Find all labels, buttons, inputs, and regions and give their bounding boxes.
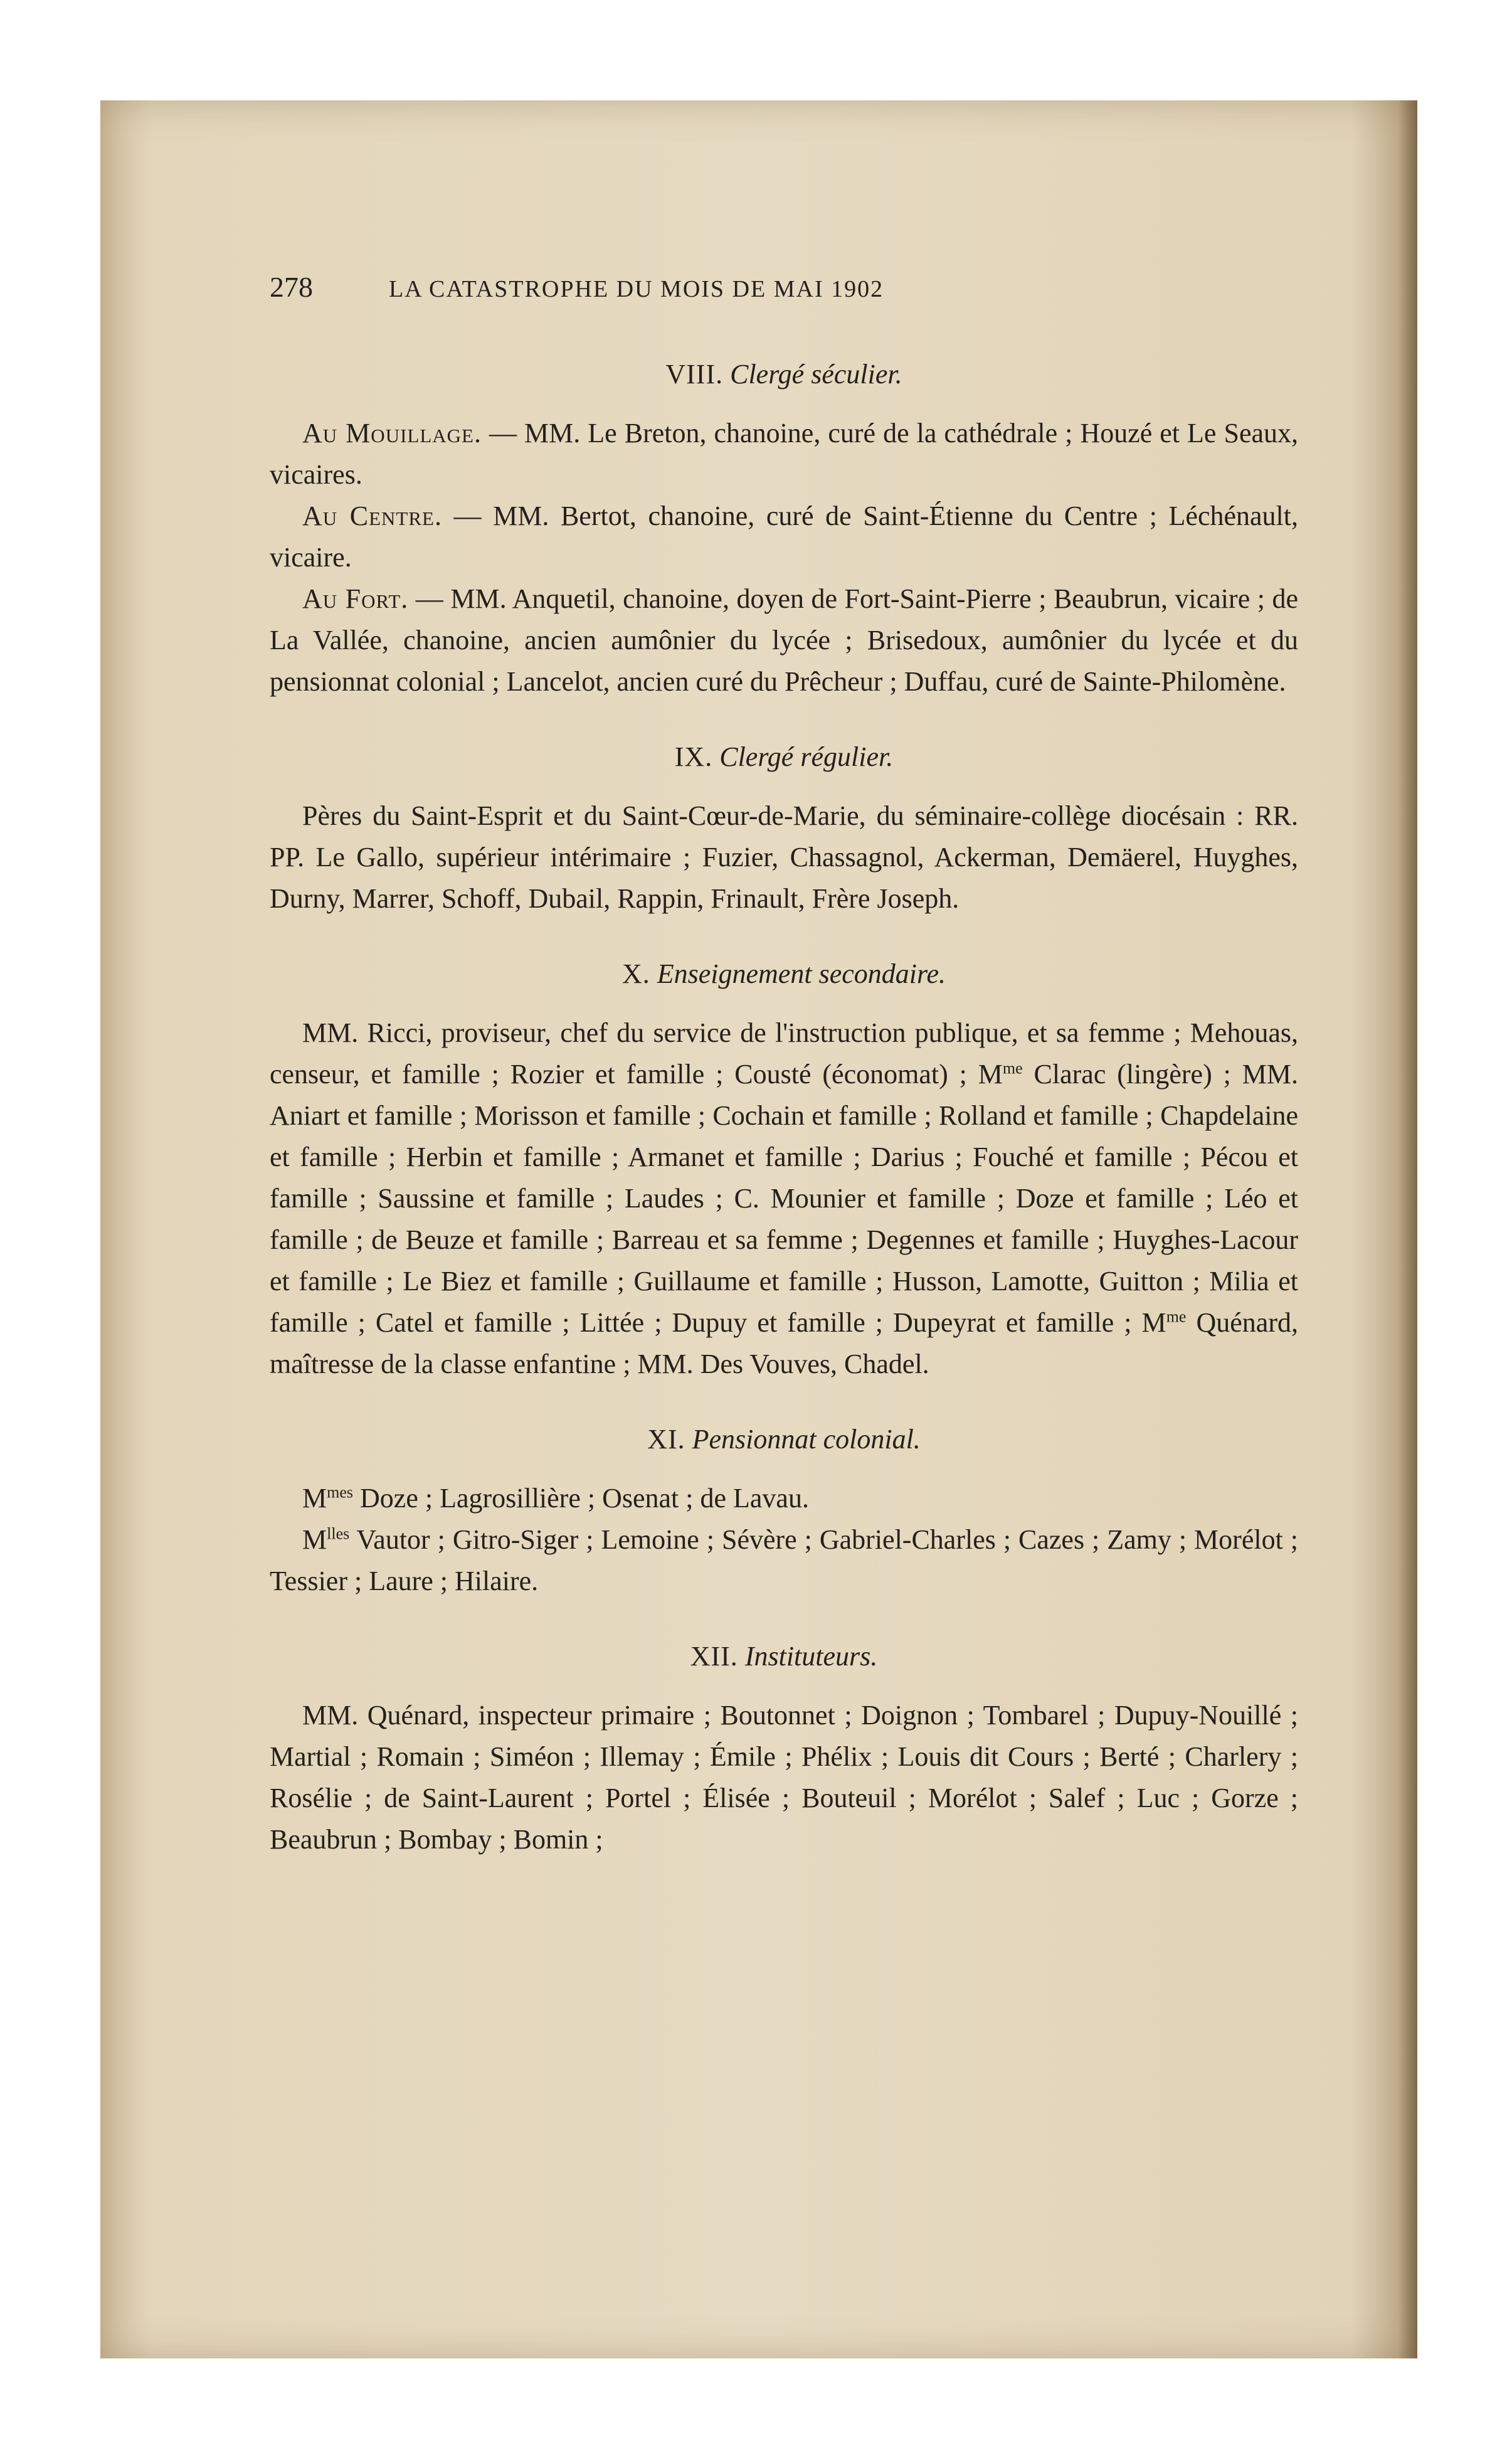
paragraph-mouillage	[270, 413, 1298, 496]
title-prefix: M	[302, 1483, 327, 1514]
place-label: Au Mouillage.	[302, 418, 482, 448]
paragraph-text: MM. Ricci, proviseur, chef du service de l'instruction publique, et sa femme ; Mehouas, censeur, et famille ; Rozier et famille ; Cousté (économat) ; M	[270, 1017, 1298, 1090]
paragraph-mesdames	[270, 1478, 1298, 1519]
section-number: XII.	[690, 1641, 738, 1672]
section-number: XI.	[647, 1424, 685, 1455]
paragraph-text: — MM. Le Breton, chanoine, curé de la cathédrale ; Houzé et Le Seaux, vicaires.	[270, 418, 1299, 490]
title-prefix: M	[302, 1524, 327, 1555]
section-title: Pensionnat colonial.	[692, 1424, 921, 1455]
superscript: me	[1002, 1059, 1023, 1078]
paragraph-centre	[270, 496, 1298, 578]
section-heading	[270, 1636, 1298, 1677]
page-edge-shadow	[1398, 100, 1417, 2358]
section-enseignement-secondaire	[270, 953, 1298, 1385]
section-heading	[270, 1419, 1298, 1460]
section-title: Enseignement secondaire.	[657, 958, 946, 989]
section-title: Instituteurs.	[744, 1641, 878, 1672]
page-content	[270, 267, 1298, 1894]
page-number: 278	[270, 271, 313, 303]
section-clerge-regulier	[270, 736, 1298, 920]
section-number: VIII.	[665, 359, 724, 390]
running-header	[270, 267, 1298, 310]
paragraph-text: Pères du Saint-Esprit et du Saint-Cœur-de-Marie, du séminaire-collège diocésain : RR. PP. Le Gallo, supérieur intérimaire ; Fuzier, Chassagnol, Ackerman, Demäerel, Huyghes, Durny, Marrer, Schoff, Dubail, Rappin, Frinault, Frère Joseph.	[270, 800, 1298, 914]
paragraph-text: Quénard, maîtresse de la classe enfantine ; MM. Des Vouves, Chadel.	[270, 1307, 1298, 1379]
paragraph-fort	[270, 578, 1298, 703]
section-heading	[270, 736, 1298, 778]
paragraph-text: MM. Quénard, inspecteur primaire ; Boutonnet ; Doignon ; Tombarel ; Dupuy-Nouillé ; Martial ; Romain ; Siméon ; Illemay ; Émile ; Phélix ; Louis dit Cours ; Berté ; Charlery ; Rosélie ; de Saint-Laurent ; Portel ; Élisée ; Bouteuil ; Morélot ; Salef ; Luc ; Gorze ; Beaubrun ; Bombay ; Bomin ;	[270, 1700, 1298, 1855]
section-instituteurs	[270, 1636, 1298, 1860]
paragraph	[270, 1012, 1298, 1385]
section-title: Clergé régulier.	[719, 741, 894, 772]
superscript: me	[1166, 1307, 1187, 1326]
running-title: LA CATASTROPHE DU MOIS DE MAI 1902	[389, 276, 884, 302]
paragraph-text: Vautor ; Gitro-Siger ; Lemoine ; Sévère ; Gabriel-Charles ; Cazes ; Zamy ; Morélot ; Tessier ; Laure ; Hilaire.	[270, 1524, 1298, 1596]
section-clerge-seculier	[270, 354, 1298, 703]
paragraph-text: Doze ; Lagrosillière ; Osenat ; de Lavau.	[353, 1483, 809, 1514]
paragraph-mesdemoiselles	[270, 1519, 1298, 1602]
paragraph-text: Clarac (lingère) ; MM. Aniart et famille ; Morisson et famille ; Cochain et famille ; Rolland et famille ; Chapdelaine et famille ; Herbin et famille ; Armanet et famille ; Darius ; Fouché et famille ; Pécou et famille ; Saussine et famille ; Laudes ; C. Mounier et famille ; Doze et famille ; Léo et famille ; de Beuze et famille ; Barreau et sa femme ; Degennes et famille ; Huyghes-Lacour et famille ; Le Biez et famille ; Guillaume et famille ; Husson, Lamotte, Guitton ; Milia et famille ; Catel et famille ; Littée ; Dupuy et famille ; Dupeyrat et famille ; M	[270, 1059, 1298, 1338]
section-number: X.	[621, 958, 650, 989]
place-label: Au Centre.	[302, 501, 442, 531]
section-heading	[270, 354, 1298, 395]
section-pensionnat-colonial	[270, 1419, 1298, 1602]
section-number: IX.	[674, 741, 713, 772]
section-title: Clergé séculier.	[730, 359, 902, 390]
paragraph-text: — MM. Anquetil, chanoine, doyen de Fort-Saint-Pierre ; Beaubrun, vicaire ; de La Vallée, chanoine, ancien aumônier du lycée ; Brisedoux, aumônier du lycée et du pensionnat colonial ; Lancelot, ancien curé du Prêcheur ; Duffau, curé de Sainte-Philomène.	[270, 583, 1298, 697]
section-heading	[270, 953, 1298, 995]
superscript: lles	[327, 1524, 350, 1543]
paragraph-text: — MM. Bertot, chanoine, curé de Saint-Étienne du Centre ; Léchénault, vicaire.	[270, 501, 1298, 573]
place-label: Au Fort.	[302, 583, 409, 614]
superscript: mes	[327, 1483, 354, 1502]
